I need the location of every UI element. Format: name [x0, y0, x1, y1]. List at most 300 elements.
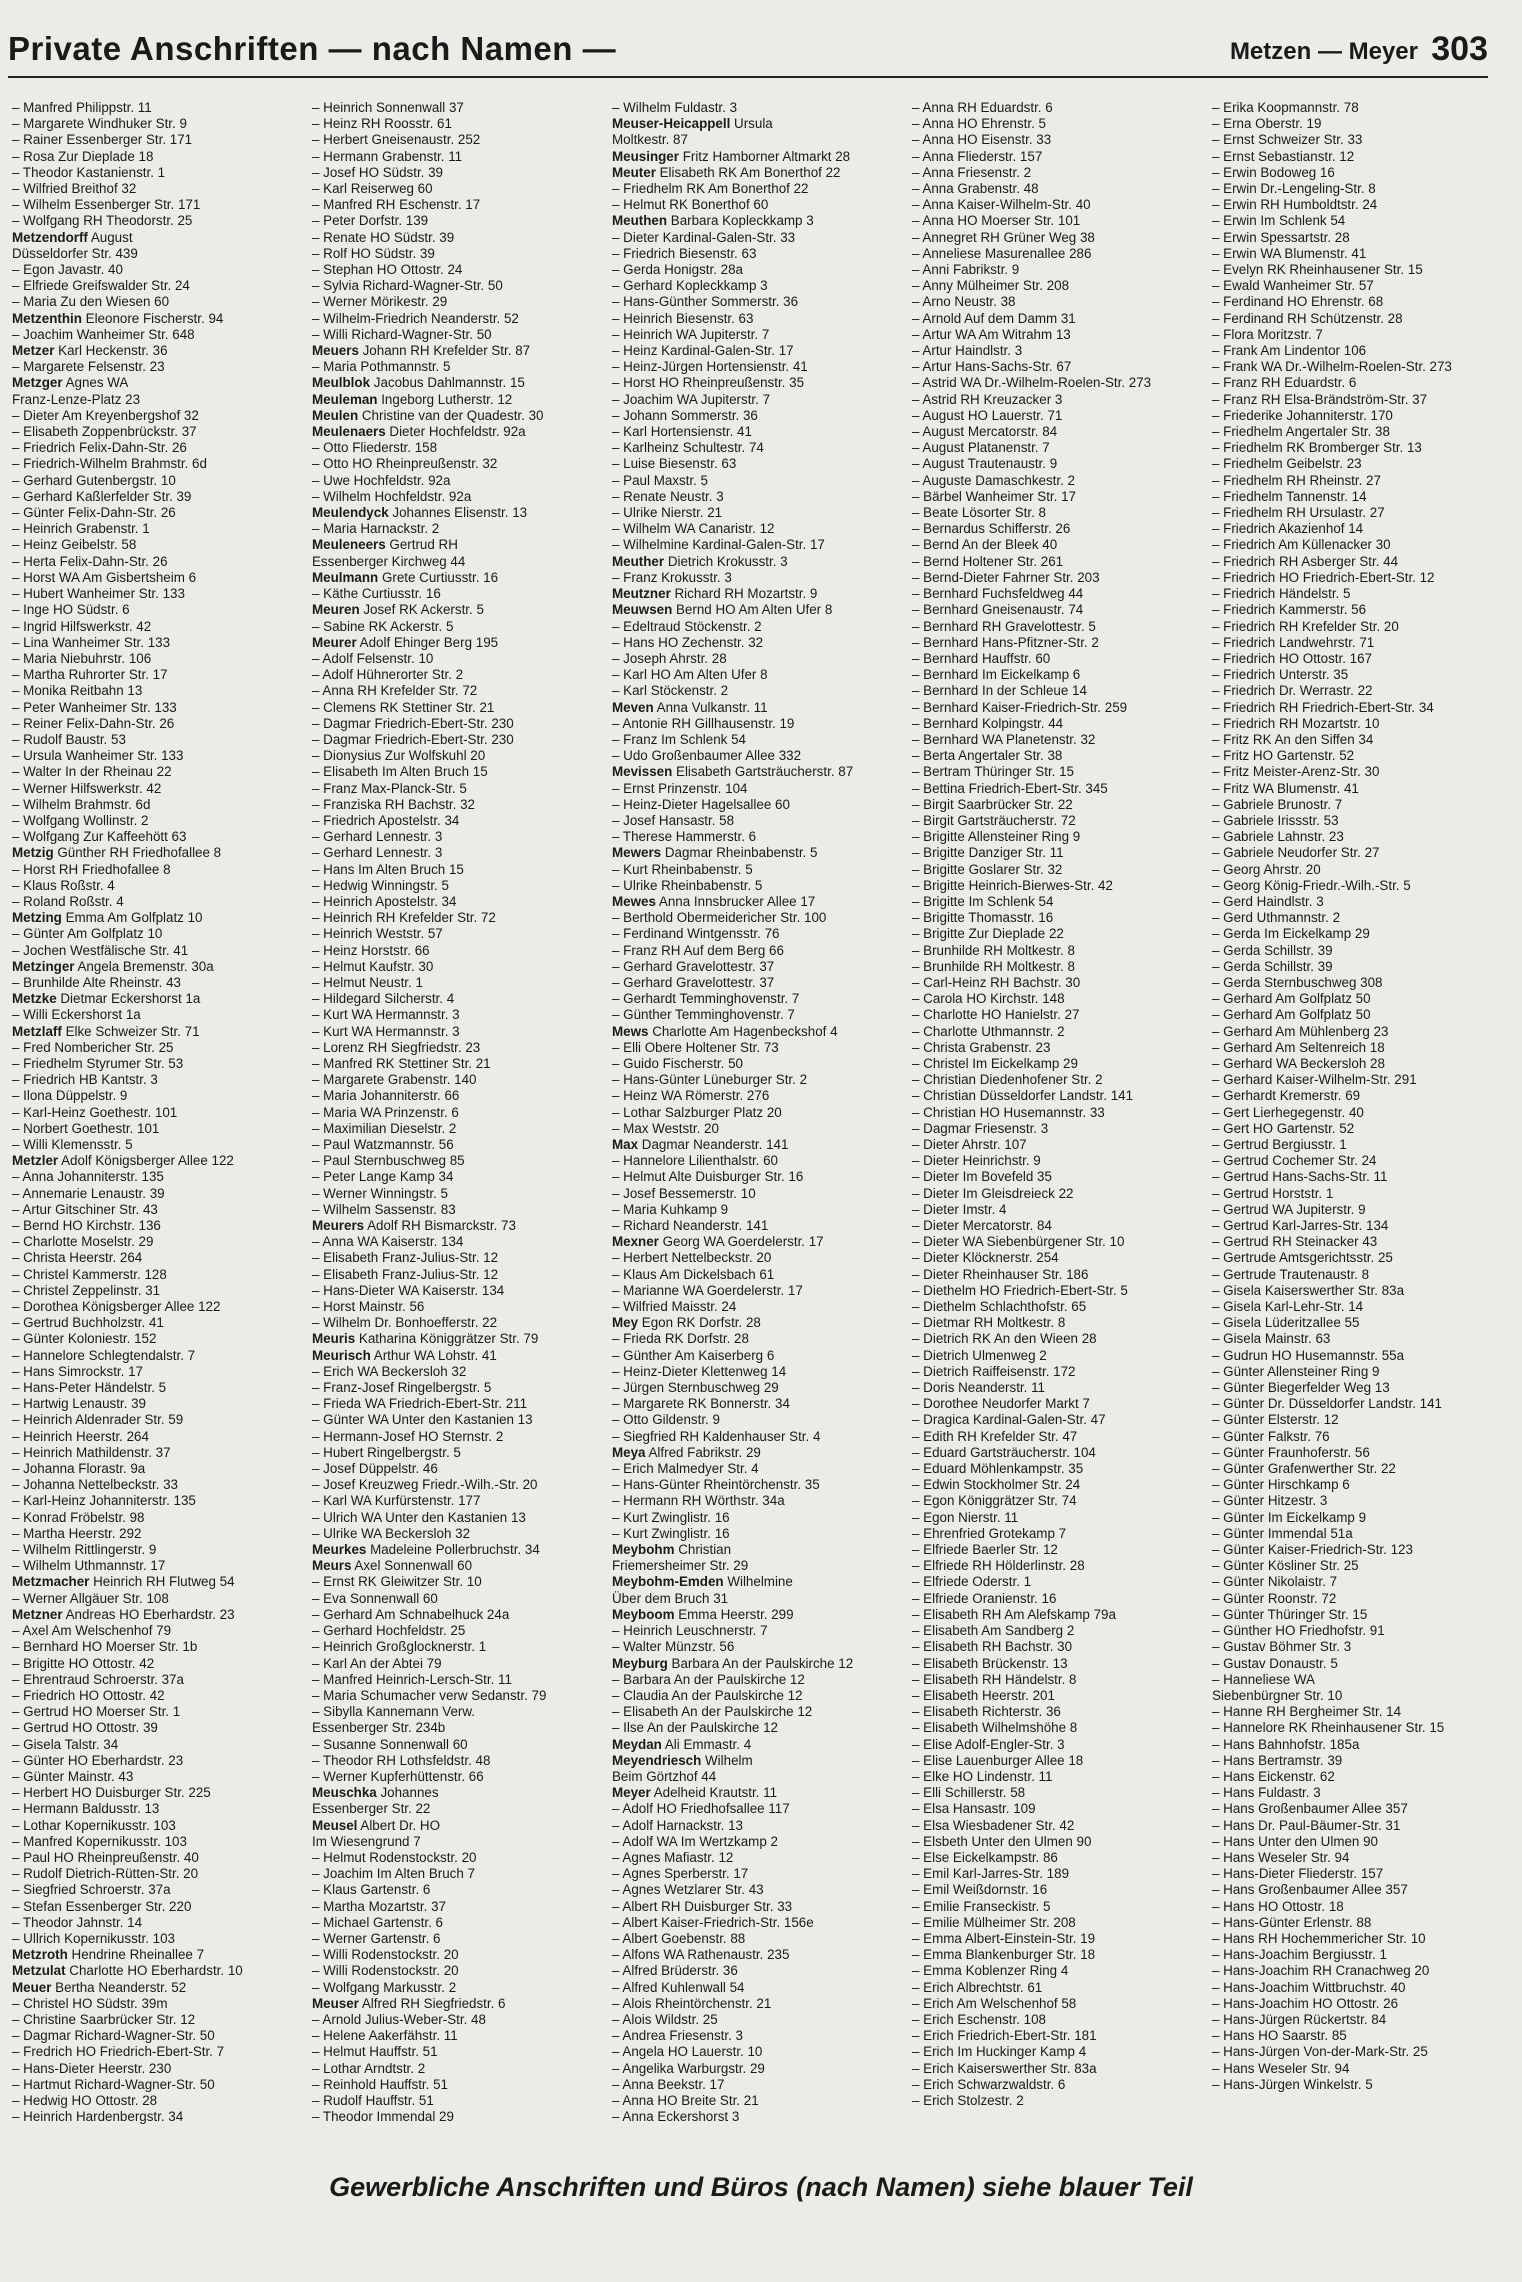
listing-entry: – Emma Albert-Einstein-Str. 19 [912, 1930, 1096, 1946]
listing-entry: – Gerda Honigstr. 28a [612, 262, 744, 278]
listing-entry: – Ulrike Nierstr. 21 [612, 505, 723, 521]
listing-entry: – Werner Mörikestr. 29 [312, 294, 448, 310]
listing-entry: – Peter Wanheimer Str. 133 [12, 699, 177, 715]
listing-entry: – Walter In der Rheinau 22 [12, 764, 172, 780]
listing-entry: – Adolf Hühnerorter Str. 2 [312, 667, 464, 683]
listing-entry: – Hartwig Lenaustr. 39 [12, 1396, 146, 1412]
listing-entry: – Albert Kaiser-Friedrich-Str. 156e [612, 1914, 814, 1930]
listing-entry: – Friedrich Kammerstr. 56 [1212, 602, 1367, 618]
listing-entry: – Gertrud Buchholzstr. 41 [12, 1315, 164, 1331]
listing-entry: – Helmut Hauffstr. 51 [312, 2044, 438, 2060]
listing-entry: – Bernardus Schifferstr. 26 [912, 521, 1071, 537]
listing-entry: – Margarete Windhuker Str. 9 [12, 116, 187, 132]
listing-entry: – Hans-Dieter Fliederstr. 157 [1212, 1866, 1384, 1882]
listing-entry: – Renate HO Südstr. 39 [312, 229, 455, 245]
listing-entry: – Günther HO Friedhofstr. 91 [1212, 1623, 1385, 1639]
listing-entry: – Luise Biesenstr. 63 [612, 456, 737, 472]
listing-entry: – Reinhold Hauffstr. 51 [312, 2076, 448, 2092]
listing-entry: – Dieter Am Kreyenbergshof 32 [12, 407, 199, 423]
listing-entry: – Heinrich Leuschnerstr. 7 [612, 1623, 768, 1639]
listing-entry: – Friedhelm Tannenstr. 14 [1212, 488, 1367, 504]
listing-entry: – Ferdinand Wintgensstr. 76 [612, 926, 780, 942]
listing-entry: – Elsa Wiesbadener Str. 42 [912, 1817, 1075, 1833]
listing-entry: – Willi Rodenstockstr. 20 [312, 1963, 459, 1979]
listing-entry: – Erich Kaiserswerther Str. 83a [912, 2060, 1097, 2076]
listing-entry: – Gerda Im Eickelkamp 29 [1212, 926, 1370, 942]
listing-entry: – Wilhelm Sassenstr. 83 [312, 1201, 456, 1217]
listing-entry: Über dem Bruch 31 [612, 1590, 729, 1606]
listing-entry: – Karl Stöckenstr. 2 [612, 683, 729, 699]
listing-entry: – Bernd An der Bleek 40 [912, 537, 1058, 553]
listing-entry: – Heinrich Mathildenstr. 37 [12, 1444, 171, 1460]
listing-entry: – Annemarie Lenaustr. 39 [12, 1185, 165, 1201]
listing-entry: Franz-Lenze-Platz 23 [12, 391, 141, 407]
listing-entry: – Agnes Sperberstr. 17 [612, 1866, 749, 1882]
surname: Metzig [12, 845, 54, 861]
listing-entry: – Friedhelm Geibelstr. 23 [1212, 456, 1362, 472]
listing-entry: – Heinrich Sonnenwall 37 [312, 100, 464, 115]
listing-entry: – Günter Nikolaistr. 7 [1212, 1574, 1338, 1590]
listing-entry: Meyendriesch Wilhelm [612, 1752, 753, 1768]
surname: Meulendyck [312, 505, 389, 521]
listing-entry: – Emil Karl-Jarres-Str. 189 [912, 1866, 1070, 1882]
listing-entry: – Günter WA Unter den Kastanien 13 [312, 1412, 533, 1428]
listing-entry: – Hans Großenbaumer Allee 357 [1212, 1801, 1408, 1817]
listing-entry: – Dagmar Friesenstr. 3 [912, 1120, 1049, 1136]
listing-entry: – Frieda RK Dorfstr. 28 [612, 1331, 749, 1347]
listing-entry: – Paul HO Rheinpreußenstr. 40 [12, 1849, 199, 1865]
listing-entry: – Joachim WA Jupiterstr. 7 [612, 391, 771, 407]
listing-entry: – Egon Javastr. 40 [12, 262, 123, 278]
listing-entry: – Hans-Günter Lüneburger Str. 2 [612, 1072, 808, 1088]
listing-entry: – Bernhard RH Gravelottestr. 5 [912, 618, 1096, 634]
listing-entry: – Elisabeth Franz-Julius-Str. 12 [312, 1266, 499, 1282]
listing-entry: – Heinz-Dieter Hagelsallee 60 [612, 796, 790, 812]
listing-entry: Mevissen Elisabeth Gartsträucherstr. 87 [612, 764, 854, 780]
listing-entry: – Hannelore Lilienthalstr. 60 [612, 1153, 779, 1169]
listing-entry: – Theodor Jahnstr. 14 [12, 1914, 143, 1930]
listing-entry: – Margarete Grabenstr. 140 [312, 1072, 477, 1088]
surname: Meuer [12, 1979, 52, 1995]
listing-entry: – Frank WA Dr.-Wilhelm-Roelen-Str. 273 [1212, 359, 1452, 375]
listing-entry: – Elisabeth RH Bachstr. 30 [912, 1639, 1073, 1655]
listing-entry: – Franz RH Elsa-Brändström-Str. 37 [1212, 391, 1428, 407]
listing-entry: Max Dagmar Neanderstr. 141 [612, 1137, 789, 1152]
listing-entry: – Sylvia Richard-Wagner-Str. 50 [312, 278, 503, 294]
listing-entry: – Maria Schumacher verw Sedanstr. 79 [312, 1687, 547, 1703]
listing-entry: – Christa Grabenstr. 23 [912, 1039, 1051, 1055]
listing-entry: – Eduard Möhlenkampstr. 35 [912, 1461, 1084, 1477]
listing-entry: – Dieter Kardinal-Galen-Str. 33 [612, 229, 796, 245]
listing-entry: – Gerda Schillstr. 39 [1212, 958, 1333, 974]
listing-entry: – Erich Friedrich-Ebert-Str. 181 [912, 2028, 1097, 2044]
header-title: Private Anschriften — nach Namen — [8, 30, 617, 67]
listing-entry: Meyboom Emma Heerstr. 299 [612, 1606, 794, 1622]
listing-entry: Essenberger Str. 22 [312, 1801, 431, 1817]
listing-entry: – Hanneliese WA [1212, 1671, 1315, 1687]
listing-entry: – Hannelore Schlegtendalstr. 7 [12, 1347, 196, 1363]
listing-entry: – Gerhard Gutenbergstr. 10 [12, 472, 176, 488]
listing-entry: – Marianne WA Goerdelerstr. 17 [612, 1282, 803, 1298]
page-header [8, 26, 1488, 78]
listing-entry: – Hans Dr. Paul-Bäumer-Str. 31 [1212, 1817, 1401, 1833]
surname: Metzenthin [12, 310, 82, 326]
listing-entry: – Hans Fuldastr. 3 [1212, 1785, 1321, 1801]
surname: Mey [612, 1315, 639, 1331]
listing-entry: – Herbert HO Duisburger Str. 225 [12, 1785, 211, 1801]
listing-entry: – Anna HO Ehrenstr. 5 [912, 116, 1046, 132]
listing-entry: Meuers Johann RH Krefelder Str. 87 [312, 343, 531, 359]
listing-entry: – Friedrich RH Asberger Str. 44 [1212, 553, 1399, 569]
listing-entry: – Otto HO Rheinpreußenstr. 32 [312, 456, 498, 472]
listing-entry: – Doris Neanderstr. 11 [912, 1380, 1045, 1396]
listing-entry: – Erich Eschenstr. 108 [912, 2011, 1046, 2027]
listing-entry: – Emma Blankenburger Str. 18 [912, 1947, 1096, 1963]
listing-entry: – Gerda Schillstr. 39 [1212, 942, 1333, 958]
listing-entry: Meuleneers Gertrud RH [312, 537, 458, 553]
listing-entry: – Heinz WA Römerstr. 276 [612, 1088, 770, 1104]
surname: Meuleman [312, 391, 378, 407]
listing-entry: Meulmann Grete Curtiusstr. 16 [312, 569, 499, 585]
listing-entry: – Hans HO Saarstr. 85 [1212, 2028, 1347, 2044]
listing-entry: – Josef Kreuzweg Friedr.-Wilh.-Str. 20 [312, 1477, 538, 1493]
listing-entry: – Diethelm Schlachthofstr. 65 [912, 1299, 1087, 1315]
listing-entry: – Kurt WA Hermannstr. 3 [312, 1007, 460, 1023]
listing-entry: – Gabriele Neudorfer Str. 27 [1212, 845, 1380, 861]
listing-entry: – Gisela Kaiserswerther Str. 83a [1212, 1282, 1405, 1298]
listing-entry: – Franz RH Auf dem Berg 66 [612, 942, 784, 958]
listing-entry: – Franz-Josef Ringelbergstr. 5 [312, 1380, 492, 1396]
listing-entry: – Hans HO Ottostr. 18 [1212, 1898, 1344, 1914]
listing-entry: Meusinger Fritz Hamborner Altmarkt 28 [612, 148, 851, 164]
listing-entry: Meydan Ali Emmastr. 4 [612, 1736, 752, 1752]
listing-entry: – Erich Am Welschenhof 58 [912, 1995, 1077, 2011]
listing-entry: – Friedrich Biesenstr. 63 [612, 245, 757, 261]
listing-entry: – Axel Am Welschenhof 79 [12, 1623, 172, 1639]
listing-entry: – Heinz-Jürgen Hortensienstr. 41 [612, 359, 808, 375]
listing-entry: – Dionysius Zur Wolfskuhl 20 [312, 748, 486, 764]
listing-entry: – Friedhelm Angertaler Str. 38 [1212, 424, 1390, 440]
listing-entry: Metzer Karl Heckenstr. 36 [12, 343, 168, 359]
listing-entry: – Günter Kaiser-Friedrich-Str. 123 [1212, 1542, 1413, 1558]
listing-entry: Meurer Adolf Ehinger Berg 195 [312, 634, 499, 650]
listing-entry: Moltkestr. 87 [612, 132, 688, 148]
surname: Mexner [612, 1234, 659, 1250]
listing-entry: – Friedhelm RH Ursulastr. 27 [1212, 505, 1385, 521]
listing-column-2 [312, 100, 604, 2125]
listing-entry: – Heinz-Dieter Klettenweg 14 [612, 1363, 787, 1379]
listing-entry: – Carola HO Kirchstr. 148 [912, 991, 1065, 1007]
listing-entry: – Bernd-Dieter Fahrner Str. 203 [912, 569, 1100, 585]
listing-entry: – Ehrenfried Grotekamp 7 [912, 1525, 1067, 1541]
surname: Metzlaff [12, 1023, 62, 1039]
listing-entry: – Otto Gildenstr. 9 [612, 1412, 720, 1428]
listing-entry: – Ferdinand RH Schützenstr. 28 [1212, 310, 1403, 326]
listing-entry: – Horst RH Friedhofallee 8 [12, 861, 171, 877]
listing-entry: – Brunhilde Alte Rheinstr. 43 [12, 974, 181, 990]
listing-entry: Metzinger Angela Bremenstr. 30a [12, 958, 214, 974]
listing-entry: – Elfriede Oranienstr. 16 [912, 1590, 1057, 1606]
listing-entry: – Sibylla Kannemann Verw. [312, 1704, 476, 1720]
surname: Meuleneers [312, 537, 386, 553]
listing-entry: – Hermann Baldusstr. 13 [12, 1801, 160, 1817]
listing-entry: – Erwin Dr.-Lengeling-Str. 8 [1212, 181, 1376, 197]
listing-entry: Meulblok Jacobus Dahlmannstr. 15 [312, 375, 525, 391]
listing-entry: Metzmacher Heinrich RH Flutweg 54 [12, 1574, 235, 1590]
listing-entry: – Hans-Jürgen Winkelstr. 5 [1212, 2076, 1373, 2092]
listing-entry: – Willi Richard-Wagner-Str. 50 [312, 326, 492, 342]
listing-entry: – Ehrentraud Schroerstr. 37a [12, 1671, 184, 1687]
listing-entry: Düsseldorfer Str. 439 [12, 245, 138, 261]
listing-entry: – Paul Sternbuschweg 85 [312, 1153, 465, 1169]
surname: Meyer [612, 1785, 651, 1801]
listing-entry: – Angela HO Lauerstr. 10 [612, 2044, 763, 2060]
listing-entry: – Gerhard Lennestr. 3 [312, 845, 443, 861]
listing-entry: – Agnes Wetzlarer Str. 43 [612, 1882, 764, 1898]
listing-entry: – Emil Weißdornstr. 16 [912, 1882, 1048, 1898]
listing-entry: – Günter Kösliner Str. 25 [1212, 1558, 1359, 1574]
listing-entry: – Friedrich RH Mozartstr. 10 [1212, 715, 1380, 731]
listing-entry: – Arno Neustr. 38 [912, 294, 1016, 310]
listing-entry: – Willi Eckershorst 1a [12, 1007, 141, 1023]
listing-entry: – Maximilian Dieselstr. 2 [312, 1120, 457, 1136]
listing-entry: – Hans Im Alten Bruch 15 [312, 861, 464, 877]
listing-entry: Meulenaers Dieter Hochfeldstr. 92a [312, 424, 526, 440]
listing-entry: – Gerhard Am Mühlenberg 23 [1212, 1023, 1389, 1039]
surname: Meydan [612, 1736, 662, 1752]
listing-entry: – Hans Bahnhofstr. 185a [1212, 1736, 1360, 1752]
listing-entry: – Anna HO Breite Str. 21 [612, 2092, 759, 2108]
listing-entry: – Anni Fabrikstr. 9 [912, 262, 1020, 278]
listing-entry: – Werner Gartenstr. 6 [312, 1930, 441, 1946]
listing-entry: – Erich Im Huckinger Kamp 4 [912, 2044, 1087, 2060]
listing-entry: Metzulat Charlotte HO Eberhardstr. 10 [12, 1963, 243, 1979]
listing-entry: – Martha Heerstr. 292 [12, 1525, 142, 1541]
surname: Meuschka [312, 1785, 377, 1801]
listing-entry: – Gisela Talstr. 34 [12, 1736, 119, 1752]
listing-entry: – Rudolf Dietrich-Rütten-Str. 20 [12, 1866, 199, 1882]
listing-entry: – Hans-Joachim HO Ottostr. 26 [1212, 1995, 1399, 2011]
listing-entry: – Bernhard Kolpingstr. 44 [912, 715, 1064, 731]
listing-entry: – Annegret RH Grüner Weg 38 [912, 229, 1095, 245]
listing-entry: – Dieter Klöcknerstr. 254 [912, 1250, 1059, 1266]
listing-entry: – Erich WA Beckersloh 32 [312, 1363, 467, 1379]
listing-entry: – Friedrich RH Krefelder Str. 20 [1212, 618, 1399, 634]
listing-entry: – Elisabeth Richterstr. 36 [912, 1704, 1061, 1720]
surname: Meuser [312, 1995, 359, 2011]
listing-entry: – Heinrich Heerstr. 264 [12, 1428, 149, 1444]
surname: Meyburg [612, 1655, 668, 1671]
listing-entry: – Manfred RH Eschenstr. 17 [312, 197, 481, 213]
listing-entry: – Friedrich Am Küllenacker 30 [1212, 537, 1391, 553]
listing-entry: – Wilhelm Brahmstr. 6d [12, 796, 151, 812]
listing-entry: – Werner Winningstr. 5 [312, 1185, 448, 1201]
listing-entry: – Erna Oberstr. 19 [1212, 116, 1322, 132]
listing-entry: – Brigitte Allensteiner Ring 9 [912, 829, 1081, 845]
listing-entry: – Elfriede Baerler Str. 12 [912, 1542, 1058, 1558]
listing-entry: – Dieter Mercatorstr. 84 [912, 1218, 1052, 1234]
listing-entry: – Heinz Geibelstr. 58 [12, 537, 137, 553]
listing-entry: – Hedwig Winningstr. 5 [312, 877, 449, 893]
listing-entry: – Christian Düsseldorfer Landstr. 141 [912, 1088, 1134, 1104]
listing-entry: – Christine Saarbrücker Str. 12 [12, 2011, 196, 2027]
listing-entry: – Martha Ruhrorter Str. 17 [12, 667, 168, 683]
listing-entry: – Elisabeth RH Händelstr. 8 [912, 1671, 1077, 1687]
listing-entry: – Josef HO Südstr. 39 [312, 164, 443, 180]
surname: Metzmacher [12, 1574, 90, 1590]
surname: Meuren [312, 602, 360, 618]
listing-entry: – Hubert Wanheimer Str. 133 [12, 586, 185, 602]
listing-entry: – Rainer Essenberger Str. 171 [12, 132, 193, 148]
listing-entry: – Birgit Gartsträucherstr. 72 [912, 812, 1076, 828]
surname: Metzinger [12, 958, 75, 974]
listing-entry: – Ernst Sebastianstr. 12 [1212, 148, 1355, 164]
listing-column-1 [12, 100, 304, 2125]
listing-entry: – Paul Watzmannstr. 56 [312, 1137, 454, 1152]
listing-entry: – Dorothea Königsberger Allee 122 [12, 1299, 221, 1315]
listing-entry: – Günter Biegerfelder Weg 13 [1212, 1380, 1390, 1396]
listing-entry: – Elfriede Oderstr. 1 [912, 1574, 1032, 1590]
listing-entry: – Christa Heerstr. 264 [12, 1250, 143, 1266]
surname: Meulen [312, 407, 359, 423]
listing-entry: – Theodor Immendal 29 [312, 2109, 454, 2125]
listing-entry: – Hubert Ringelbergstr. 5 [312, 1444, 461, 1460]
listing-entry: – Josef Hansastr. 58 [612, 812, 735, 828]
listing-entry: – Dieter Imstr. 4 [912, 1201, 1007, 1217]
listing-entry: – Renate Neustr. 3 [612, 488, 724, 504]
listing-entry: – Anna HO Moerser Str. 101 [912, 213, 1081, 229]
listing-entry: – Günther Am Kaiserberg 6 [612, 1347, 775, 1363]
listing-entry: – Josef Düppelstr. 46 [312, 1461, 438, 1477]
listing-entry: – Gabriele Irissstr. 53 [1212, 812, 1339, 828]
listing-entry: – Else Eickelkampstr. 86 [912, 1849, 1058, 1865]
listing-entry: – Elli Schillerstr. 58 [912, 1785, 1026, 1801]
listing-entry: Meulendyck Johannes Elisenstr. 13 [312, 505, 528, 521]
surname: Metzing [12, 910, 62, 926]
listing-entry: – Günter HO Eberhardstr. 23 [12, 1752, 184, 1768]
listing-entry: – Elsa Hansastr. 109 [912, 1801, 1036, 1817]
listing-entry: – Wilhelm Uthmannstr. 17 [12, 1558, 166, 1574]
listing-entry: – Helmut RK Bonerthof 60 [612, 197, 769, 213]
listing-entry: – Egon Königgrätzer Str. 74 [912, 1493, 1077, 1509]
listing-entry: – Diethelm HO Friedrich-Ebert-Str. 5 [912, 1282, 1128, 1298]
listing-entry: Metzler Adolf Königsberger Allee 122 [12, 1153, 234, 1169]
surname: Meulmann [312, 569, 379, 585]
listing-entry: – Hans-Joachim Wittbruchstr. 40 [1212, 1979, 1406, 1995]
listing-entry: – Gerhard Am Golfplatz 50 [1212, 991, 1371, 1007]
listing-entry: – Friedrich RH Friedrich-Ebert-Str. 34 [1212, 699, 1434, 715]
listing-entry: – Herta Felix-Dahn-Str. 26 [12, 553, 168, 569]
listing-entry: – Auguste Damaschkestr. 2 [912, 472, 1076, 488]
listing-entry: – Frieda WA Friedrich-Ebert-Str. 211 [312, 1396, 528, 1412]
surname: Meyendriesch [612, 1752, 702, 1768]
listing-entry: – Edeltraud Stöckenstr. 2 [612, 618, 762, 634]
listing-entry: – Wilhelm-Friedrich Neanderstr. 52 [312, 310, 519, 326]
listing-entry: – Ernst RK Gleiwitzer Str. 10 [312, 1574, 482, 1590]
listing-entry: – Reiner Felix-Dahn-Str. 26 [12, 715, 175, 731]
listing-entry: – Theodor RH Lothsfeldstr. 48 [312, 1752, 491, 1768]
listing-entry: – Manfred Philippstr. 11 [12, 100, 152, 115]
listing-entry: – Walter Münzstr. 56 [612, 1639, 735, 1655]
listing-entry: – Hermann Grabenstr. 11 [312, 148, 463, 164]
listing-entry: – Horst WA Am Gisbertsheim 6 [12, 569, 197, 585]
listing-entry: – Lothar Salzburger Platz 20 [612, 1104, 782, 1120]
listing-entry: – Anna RH Eduardstr. 6 [912, 100, 1053, 115]
listing-entry: – Gabriele Lahnstr. 23 [1212, 829, 1344, 845]
listing-entry: – Friedrich HO Friedrich-Ebert-Str. 12 [1212, 569, 1435, 585]
listing-entry: – Günter Thüringer Str. 15 [1212, 1606, 1368, 1622]
listing-entry: – Emilie Franseckistr. 5 [912, 1898, 1051, 1914]
listing-entry: – Hannelore RK Rheinhausener Str. 15 [1212, 1720, 1445, 1736]
listing-entry: – Hans HO Zechenstr. 32 [612, 634, 764, 650]
listing-entry: – Wilhelmine Kardinal-Galen-Str. 17 [612, 537, 825, 553]
listing-entry: – Wilhelm Essenberger Str. 171 [12, 197, 201, 213]
listing-entry: – Alfred Brüderstr. 36 [612, 1963, 738, 1979]
listing-entry: – Fritz HO Gartenstr. 52 [1212, 748, 1355, 764]
listing-column-4 [912, 100, 1204, 2125]
listing-entry: – Hans-Jürgen Von-der-Mark-Str. 25 [1212, 2044, 1428, 2060]
listing-entry: – Brigitte HO Ottostr. 42 [12, 1655, 155, 1671]
listing-entry: – Hans-Jürgen Rückertstr. 84 [1212, 2011, 1387, 2027]
listing-entry: – Christel HO Südstr. 39m [12, 1995, 168, 2011]
listing-entry: – Hans-Günter Rheintörchenstr. 35 [612, 1477, 820, 1493]
listing-entry: – Charlotte Uthmannstr. 2 [912, 1023, 1065, 1039]
listing-entry: – Heinrich Biesenstr. 63 [612, 310, 754, 326]
listing-entry: – Klaus Roßstr. 4 [12, 877, 115, 893]
listing-entry: Meyer Adelheid Krautstr. 11 [612, 1785, 778, 1801]
listing-entry: – Wolfgang RH Theodorstr. 25 [12, 213, 193, 229]
listing-entry: – Klaus Am Dickelsbach 61 [612, 1266, 775, 1282]
listing-entry: – Roland Roßstr. 4 [12, 893, 124, 909]
listing-entry: – Friedrich HB Kantstr. 3 [12, 1072, 158, 1088]
listing-entry: – Barbara An der Paulskirche 12 [612, 1671, 805, 1687]
listing-entry: – Friederike Johanniterstr. 170 [1212, 407, 1393, 423]
surname: Metzner [12, 1606, 63, 1622]
listing-entry: – Erwin RH Humboldtstr. 24 [1212, 197, 1378, 213]
listing-entry: – Bernhard Gneisenaustr. 74 [912, 602, 1084, 618]
listing-entry: – Gertrud Hans-Sachs-Str. 11 [1212, 1169, 1388, 1185]
listing-entry: – Dietrich Raiffeisenstr. 172 [912, 1363, 1076, 1379]
listing-entry: – Heinz Kardinal-Galen-Str. 17 [612, 343, 794, 359]
listing-entry: – Friedrich Dr. Werrastr. 22 [1212, 683, 1373, 699]
listing-entry: – Heinrich Apostelstr. 34 [312, 893, 457, 909]
listing-entry: – Karlheinz Schultestr. 74 [612, 440, 764, 456]
listing-entry: – Friedrich Akazienhof 14 [1212, 521, 1364, 537]
listing-entry: – Wilfried Breithof 32 [12, 181, 137, 197]
listing-entry: Mewers Dagmar Rheinbabenstr. 5 [612, 845, 818, 861]
listing-entry: Metzenthin Eleonore Fischerstr. 94 [12, 310, 224, 326]
surname: Metzendorff [12, 229, 88, 245]
listing-entry: Meusel Albert Dr. HO [312, 1817, 441, 1833]
listing-entry: – Brigitte Thomasstr. 16 [912, 910, 1054, 926]
listing-entry: – Gertrud HO Moerser Str. 1 [12, 1704, 181, 1720]
listing-entry: – Gisela Karl-Lehr-Str. 14 [1212, 1299, 1364, 1315]
listing-entry: – Gertrud Horststr. 1 [1212, 1185, 1334, 1201]
listing-entry: – Friedrich Händelstr. 5 [1212, 586, 1351, 602]
surname: Max [612, 1137, 639, 1152]
listing-entry: – Gabriele Brunostr. 7 [1212, 796, 1343, 812]
listing-entry: – Artur Haindlstr. 3 [912, 343, 1023, 359]
listing-entry: – Egon Nierstr. 11 [912, 1509, 1019, 1525]
listing-entry: Metzendorff August [12, 229, 133, 245]
listing-entry: – Erich Malmedyer Str. 4 [612, 1461, 759, 1477]
listing-entry: – Erwin Spessartstr. 28 [1212, 229, 1350, 245]
listing-entry: – Günther Temminghovenstr. 7 [612, 1007, 795, 1023]
listing-entry: – Peter Lange Kamp 34 [312, 1169, 454, 1185]
listing-entry: – Günter Koloniestr. 152 [12, 1331, 157, 1347]
listing-entry: Meulen Christine van der Quadestr. 30 [312, 407, 544, 423]
listing-entry: Essenberger Str. 234b [312, 1720, 446, 1736]
